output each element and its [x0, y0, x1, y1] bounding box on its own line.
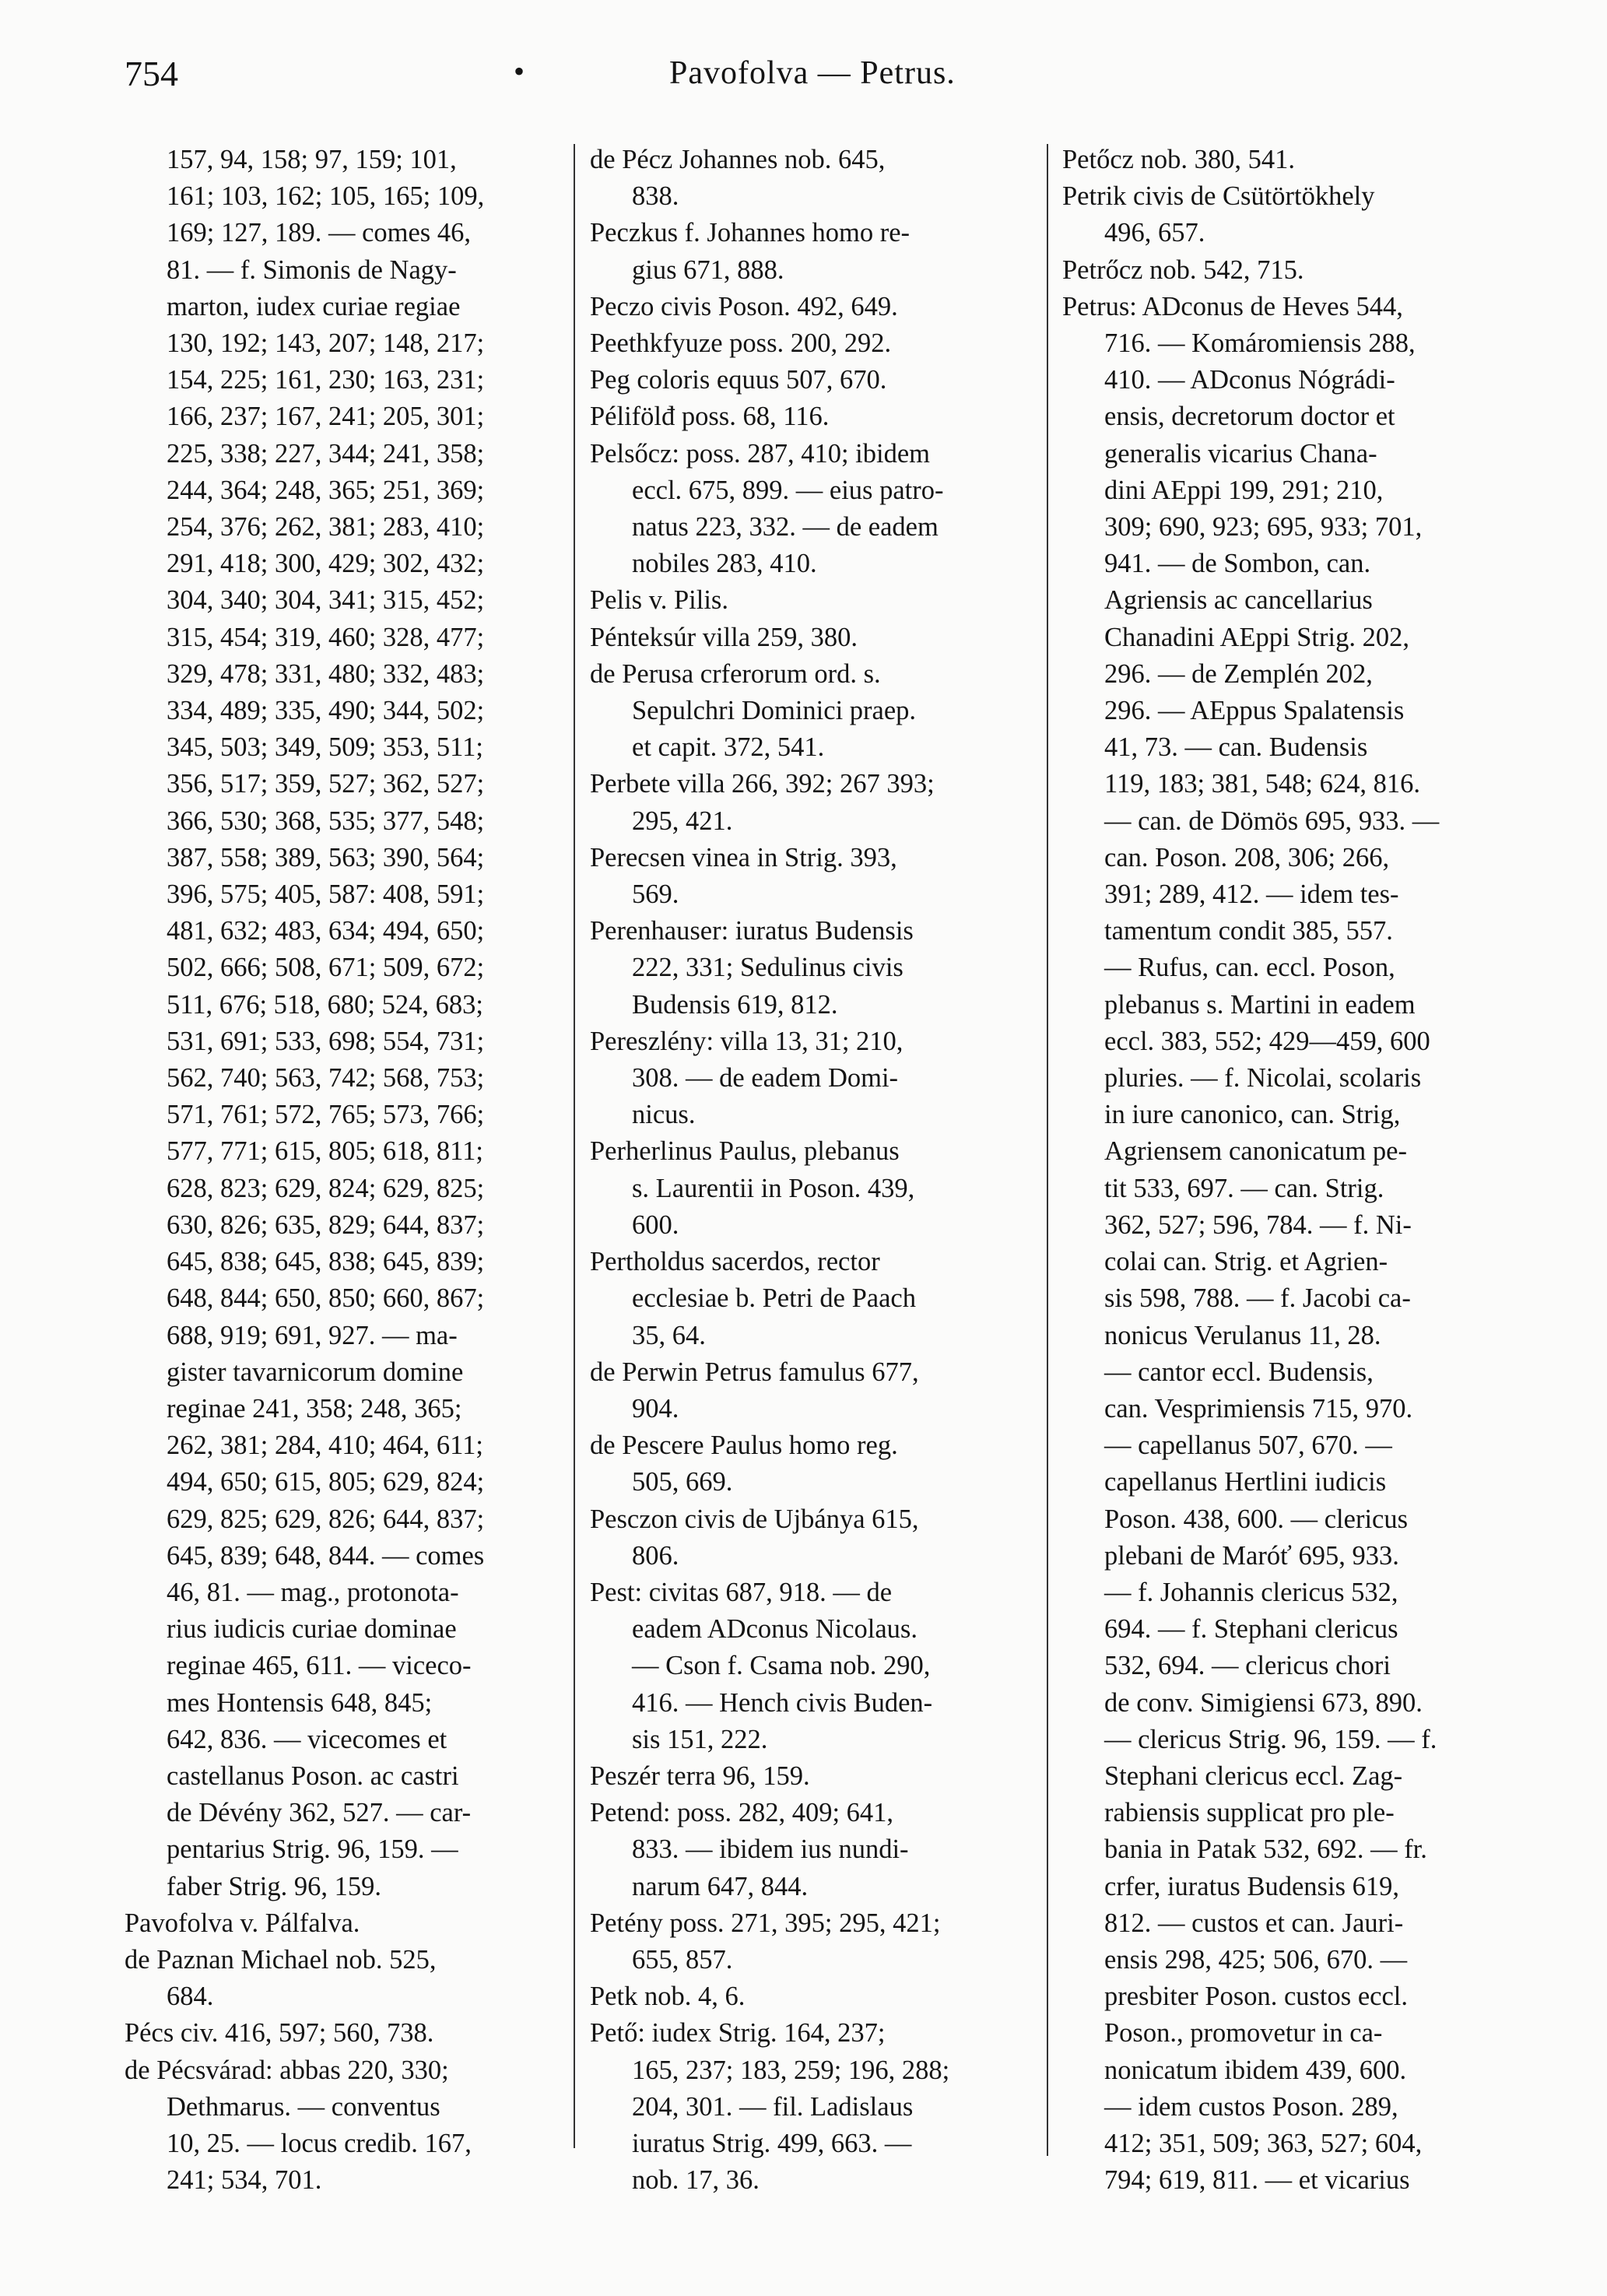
index-line: Peethkfyuze poss. 200, 292. [590, 328, 892, 359]
index-line: 645, 839; 648, 844. — comes [167, 1540, 485, 1571]
index-line: Pereszlény: villa 13, 31; 210, [590, 1026, 903, 1056]
index-line: s. Laurentii in Poson. 439, [632, 1173, 915, 1203]
index-line: 569. [632, 879, 679, 910]
index-line: 35, 64. [632, 1320, 706, 1350]
index-line: 688, 919; 691, 927. — ma- [167, 1320, 458, 1350]
header-dot: • [514, 54, 525, 89]
index-line: nob. 17, 36. [632, 2165, 760, 2196]
index-line: 642, 836. — vicecomes et [167, 1724, 447, 1754]
index-line: sis 598, 788. — f. Jacobi ca- [1104, 1283, 1411, 1314]
index-line: de Perusa crferorum ord. s. [590, 658, 881, 689]
index-line: 496, 657. [1104, 218, 1205, 248]
index-line: eccl. 383, 552; 429—459, 600 [1104, 1026, 1430, 1056]
index-line: — idem custos Poson. 289, [1104, 2091, 1398, 2122]
index-line: Pelsőcz: poss. 287, 410; ibidem [590, 438, 930, 469]
index-line: 794; 619, 811. — et vicarius [1104, 2165, 1410, 2196]
index-line: 577, 771; 615, 805; 618, 811; [167, 1136, 483, 1167]
index-line: Peczkus f. Johannes homo re- [590, 218, 911, 248]
index-line: plebanus s. Martini in eadem [1104, 989, 1416, 1020]
index-line: sis 151, 222. [632, 1724, 768, 1754]
index-line: 262, 381; 284, 410; 464, 611; [167, 1431, 483, 1461]
index-line: 254, 376; 262, 381; 283, 410; [167, 512, 485, 542]
page-number: 754 [125, 54, 178, 93]
index-line: 304, 340; 304, 341; 315, 452; [167, 585, 485, 616]
index-line: Agriensem canonicatum pe- [1104, 1136, 1407, 1167]
index-line: Pelis v. Pilis. [590, 585, 728, 616]
index-line: faber Strig. 96, 159. [167, 1871, 381, 1901]
index-line: Pertholdus sacerdos, rector [590, 1247, 880, 1277]
index-line: 225, 338; 227, 344; 241, 358; [167, 438, 485, 469]
index-line: reginae 241, 358; 248, 365; [167, 1393, 462, 1424]
index-line: generalis vicarius Chana- [1104, 438, 1377, 469]
index-line: 412; 351, 509; 363, 527; 604, [1104, 2128, 1423, 2158]
index-line: 154, 225; 161, 230; 163, 231; [167, 365, 485, 395]
index-line: 416. — Hench civis Buden- [632, 1687, 933, 1718]
index-line: eadem ADconus Nicolaus. [632, 1614, 918, 1645]
index-line: 387, 558; 389, 563; 390, 564; [167, 842, 485, 872]
index-line: 130, 192; 143, 207; 148, 217; [167, 328, 485, 359]
index-line: 366, 530; 368, 535; 377, 548; [167, 806, 485, 836]
index-line: rabiensis supplicat pro ple- [1104, 1798, 1395, 1828]
index-line: 562, 740; 563, 742; 568, 753; [167, 1063, 485, 1094]
index-line: can. Poson. 208, 306; 266, [1104, 842, 1390, 872]
index-line: Petrus: ADconus de Heves 544, [1062, 291, 1403, 321]
index-line: nicus. [632, 1100, 696, 1130]
index-line: reginae 465, 611. — viceco- [167, 1651, 472, 1681]
index-line: 46, 81. — mag., protonota- [167, 1577, 459, 1607]
index-line: presbiter Poson. custos eccl. [1104, 1982, 1408, 2012]
index-line: 222, 331; Sedulinus civis [632, 953, 903, 983]
index-line: nobiles 283, 410. [632, 549, 817, 579]
index-line: can. Vesprimiensis 715, 970. [1104, 1393, 1413, 1424]
index-line: 345, 503; 349, 509; 353, 511; [167, 732, 483, 763]
index-line: Agriensis ac cancellarius [1104, 585, 1373, 616]
index-line: 833. — ibidem ius nundi- [632, 1834, 909, 1865]
index-line: 204, 301. — fil. Ladislaus [632, 2091, 914, 2122]
index-line: plebani de Maróť 695, 933. [1104, 1540, 1399, 1571]
index-line: 494, 650; 615, 805; 629, 824; [167, 1467, 485, 1497]
index-line: — can. de Dömös 695, 933. — [1104, 806, 1440, 836]
index-line: — clericus Strig. 96, 159. — f. [1104, 1724, 1437, 1754]
index-line: ensis, decretorum doctor et [1104, 402, 1395, 432]
index-line: Petrőcz nob. 542, 715. [1062, 255, 1304, 285]
index-line: Budensis 619, 812. [632, 989, 838, 1020]
index-line: 169; 127, 189. — comes 46, [167, 218, 471, 248]
index-column-middle [590, 142, 1022, 2199]
index-line: 244, 364; 248, 365; 251, 369; [167, 475, 485, 505]
index-line: 410. — ADconus Nógrádi- [1104, 365, 1395, 395]
index-line: Peszér terra 96, 159. [590, 1761, 810, 1791]
index-column-left [125, 142, 556, 2199]
index-line: 166, 237; 167, 241; 205, 301; [167, 402, 485, 432]
index-line: — Cson f. Csama nob. 290, [632, 1651, 931, 1681]
index-line: Pélifölđ poss. 68, 116. [590, 402, 830, 432]
index-line: 309; 690, 923; 695, 933; 701, [1104, 512, 1423, 542]
index-line: Stephani clericus eccl. Zag- [1104, 1761, 1403, 1791]
index-line: 396, 575; 405, 587: 408, 591; [167, 879, 485, 910]
index-line: nonicatum ibidem 439, 600. [1104, 2055, 1407, 2085]
index-line: castellanus Poson. ac castri [167, 1761, 459, 1791]
index-line: ecclesiae b. Petri de Paach [632, 1283, 916, 1314]
index-line: 81. — f. Simonis de Nagy- [167, 255, 457, 285]
index-line: colai can. Strig. et Agrien- [1104, 1247, 1388, 1277]
index-line: 694. — f. Stephani clericus [1104, 1614, 1398, 1645]
index-line: 941. — de Sombon, can. [1104, 549, 1371, 579]
index-line: — cantor eccl. Budensis, [1104, 1357, 1374, 1387]
index-line: de Paznan Michael nob. 525, [125, 1944, 437, 1975]
index-line: Petk nob. 4, 6. [590, 1982, 746, 2012]
index-line: 391; 289, 412. — idem tes- [1104, 879, 1399, 910]
index-line: 571, 761; 572, 765; 573, 766; [167, 1100, 485, 1130]
index-line: rius iudicis curiae dominae [167, 1614, 457, 1645]
index-line: Pest: civitas 687, 918. — de [590, 1577, 893, 1607]
index-line: Chanadini AEppi Strig. 202, [1104, 622, 1409, 652]
index-line: 502, 666; 508, 671; 509, 672; [167, 953, 485, 983]
index-line: Perbete villa 266, 392; 267 393; [590, 769, 935, 799]
index-line: et capit. 372, 541. [632, 732, 825, 763]
index-line: 315, 454; 319, 460; 328, 477; [167, 622, 485, 652]
index-line: 161; 103, 162; 105, 165; 109, [167, 181, 485, 212]
index-line: 684. [167, 1982, 214, 2012]
index-line: Peczo civis Poson. 492, 649. [590, 291, 898, 321]
index-line: iuratus Strig. 499, 663. — [632, 2128, 912, 2158]
index-line: — capellanus 507, 670. — [1104, 1431, 1392, 1461]
index-line: 511, 676; 518, 680; 524, 683; [167, 989, 483, 1020]
index-column-right [1062, 142, 1510, 2199]
running-title: Pavofolva — Petrus. [669, 55, 956, 91]
index-line: Pető: iudex Strig. 164, 237; [590, 2018, 886, 2048]
index-line: de Pescere Paulus homo reg. [590, 1431, 898, 1461]
index-line: de Perwin Petrus famulus 677, [590, 1357, 919, 1387]
column-divider-left [574, 144, 575, 2148]
index-line: Petrik civis de Csütörtökhely [1062, 181, 1375, 212]
index-line: 655, 857. [632, 1944, 733, 1975]
index-line: pentarius Strig. 96, 159. — [167, 1834, 458, 1865]
index-line: 296. — de Zemplén 202, [1104, 658, 1373, 689]
index-line: 41, 73. — can. Budensis [1104, 732, 1368, 763]
index-line: eccl. 675, 899. — eius patro- [632, 475, 944, 505]
index-line: — f. Johannis clericus 532, [1104, 1577, 1398, 1607]
index-line: ensis 298, 425; 506, 670. — [1104, 1944, 1408, 1975]
index-line: in iure canonico, can. Strig, [1104, 1100, 1401, 1130]
index-line: 532, 694. — clericus chori [1104, 1651, 1391, 1681]
index-line: pluries. — f. Nicolai, scolaris [1104, 1063, 1422, 1094]
index-line: 806. [632, 1540, 679, 1571]
index-line: de conv. Simigiensi 673, 890. [1104, 1687, 1423, 1718]
index-line: 481, 632; 483, 634; 494, 650; [167, 916, 485, 946]
index-line: Pécs civ. 416, 597; 560, 738. [125, 2018, 434, 2048]
index-line: Poson., promovetur in ca- [1104, 2018, 1383, 2048]
index-line: marton, iudex curiae regiae [167, 291, 461, 321]
index-line: 838. [632, 181, 679, 212]
index-line: tit 533, 697. — can. Strig. [1104, 1173, 1384, 1203]
index-line: Perenhauser: iuratus Budensis [590, 916, 914, 946]
index-line: 645, 838; 645, 838; 645, 839; [167, 1247, 485, 1277]
index-line: 812. — custos et can. Jauri- [1104, 1908, 1404, 1938]
index-line: 165, 237; 183, 259; 196, 288; [632, 2055, 950, 2085]
index-line: 241; 534, 701. [167, 2165, 322, 2196]
index-line: 716. — Komáromiensis 288, [1104, 328, 1416, 359]
index-line: Dethmarus. — conventus [167, 2091, 440, 2122]
index-line: Pavofolva v. Pálfalva. [125, 1908, 360, 1938]
index-line: 308. — de eadem Domi- [632, 1063, 899, 1094]
index-line: Sepulchri Dominici praep. [632, 696, 917, 726]
column-divider-right [1047, 144, 1048, 2156]
index-line: narum 647, 844. [632, 1871, 809, 1901]
index-line: mes Hontensis 648, 845; [167, 1687, 433, 1718]
index-line: Petény poss. 271, 395; 295, 421; [590, 1908, 941, 1938]
index-line: crfer, iuratus Budensis 619, [1104, 1871, 1399, 1901]
index-line: de Pécz Johannes nob. 645, [590, 145, 886, 174]
index-line: Perherlinus Paulus, plebanus [590, 1136, 900, 1167]
index-line: gister tavarnicorum domine [167, 1357, 464, 1387]
index-line: — Rufus, can. eccl. Poson, [1104, 953, 1395, 983]
index-line: natus 223, 332. — de eadem [632, 512, 939, 542]
index-line: de Pécsvárad: abbas 220, 330; [125, 2055, 449, 2085]
index-line: tamentum condit 385, 557. [1104, 916, 1393, 946]
index-line: Pesczon civis de Ujbánya 615, [590, 1504, 919, 1534]
index-line: Petőcz nob. 380, 541. [1062, 145, 1295, 174]
index-line: Poson. 438, 600. — clericus [1104, 1504, 1409, 1534]
index-line: de Dévény 362, 527. — car- [167, 1798, 472, 1828]
index-line: 295, 421. [632, 806, 733, 836]
index-line: bania in Patak 532, 692. — fr. [1104, 1834, 1427, 1865]
index-line: 362, 527; 596, 784. — f. Ni- [1104, 1209, 1412, 1240]
index-line: Perecsen vinea in Strig. 393, [590, 842, 897, 872]
index-line: nonicus Verulanus 11, 28. [1104, 1320, 1381, 1350]
index-line: 356, 517; 359, 527; 362, 527; [167, 769, 485, 799]
index-line: 10, 25. — locus credib. 167, [167, 2128, 472, 2158]
index-line: 628, 823; 629, 824; 629, 825; [167, 1173, 485, 1203]
index-line: 157, 94, 158; 97, 159; 101, [167, 145, 457, 174]
index-line: 334, 489; 335, 490; 344, 502; [167, 696, 485, 726]
index-line: 119, 183; 381, 548; 624, 816. [1104, 769, 1421, 799]
index-line: Petend: poss. 282, 409; 641, [590, 1798, 894, 1828]
index-line: 630, 826; 635, 829; 644, 837; [167, 1209, 485, 1240]
index-line: Peg coloris equus 507, 670. [590, 365, 887, 395]
index-line: capellanus Hertlini iudicis [1104, 1467, 1387, 1497]
index-line: 531, 691; 533, 698; 554, 731; [167, 1026, 485, 1056]
index-line: Pénteksúr villa 259, 380. [590, 622, 858, 652]
index-line: 505, 669. [632, 1467, 733, 1497]
index-line: 329, 478; 331, 480; 332, 483; [167, 658, 485, 689]
index-line: 629, 825; 629, 826; 644, 837; [167, 1504, 485, 1534]
index-line: 600. [632, 1209, 679, 1240]
index-line: 296. — AEppus Spalatensis [1104, 696, 1405, 726]
index-line: gius 671, 888. [632, 255, 784, 285]
index-line: 648, 844; 650, 850; 660, 867; [167, 1283, 485, 1314]
index-line: 291, 418; 300, 429; 302, 432; [167, 549, 485, 579]
index-line: dini AEppi 199, 291; 210, [1104, 475, 1384, 505]
index-line: 904. [632, 1393, 679, 1424]
